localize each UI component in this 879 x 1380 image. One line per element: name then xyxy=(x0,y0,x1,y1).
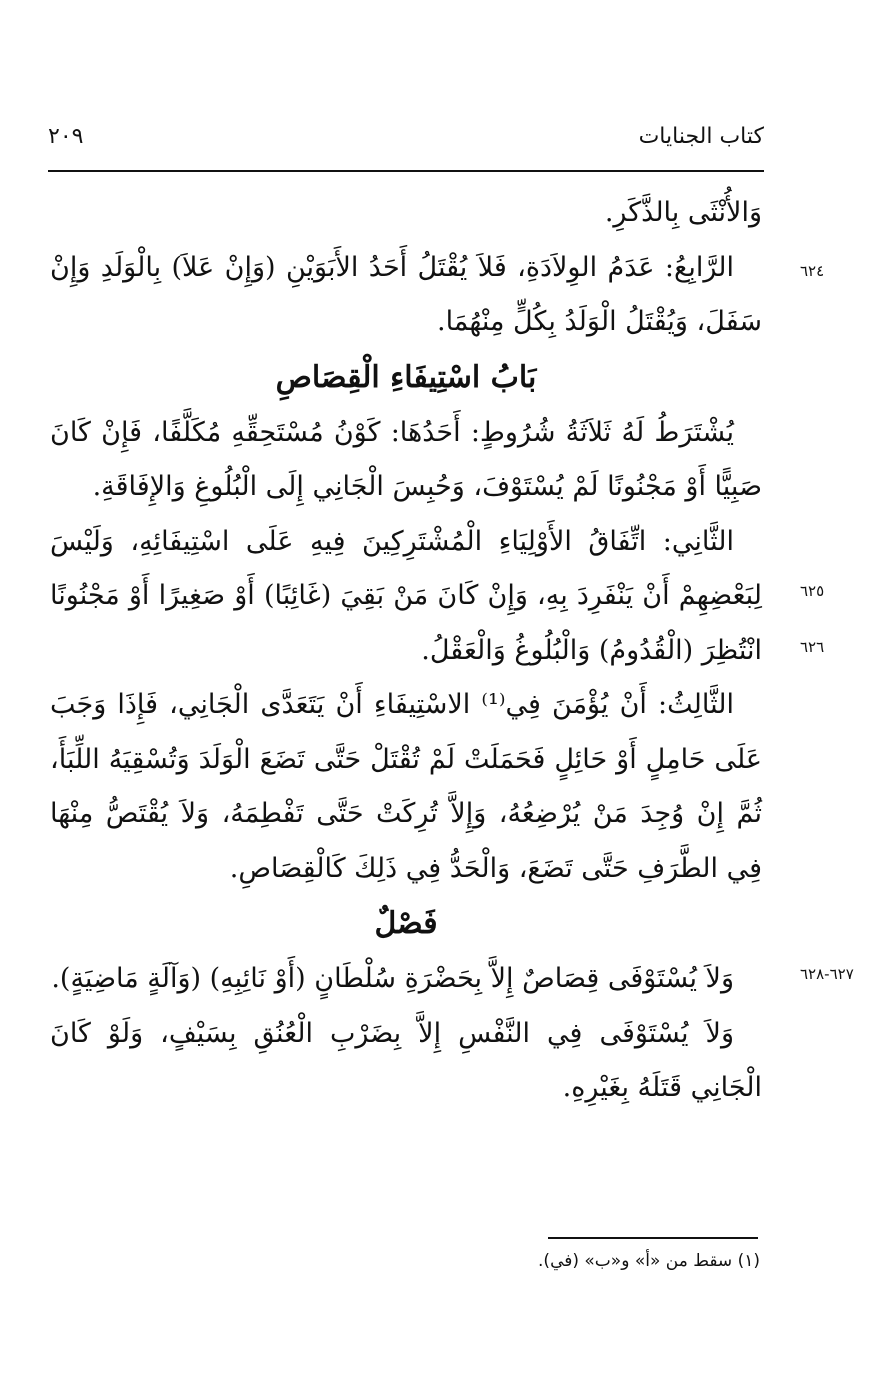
paragraph-7: وَلاَ يُسْتَوْفَى فِي النَّفْسِ إِلاَّ بِضَرْبِ الْعُنُقِ بِسَيْفٍ، وَلَوْ كَانَ الْجَانِي قَتَلَهُ بِغَيْرِهِ. xyxy=(50,1017,762,1103)
main-text xyxy=(50,186,762,1116)
margin-number-625: ٦٢٥ xyxy=(800,582,825,600)
paragraph-3: يُشْتَرَطُ لَهُ ثَلاَثَةُ شُرُوطٍ: أَحَدُهَا: كَوْنُ مُسْتَحِقِّهِ مُكَلَّفًا، فَإِنْ كَانَ صَبِيًّا أَوْ مَجْنُونًا لَمْ يُسْتَوْفَ، وَحُبِسَ الْجَانِي إِلَى الْبُلُوغِ وَالإِفَاقَةِ. xyxy=(50,416,762,502)
running-title: كتاب الجنايات xyxy=(638,124,764,149)
chapter-heading: بَابُ اسْتِيفَاءِ الْقِصَاصِ xyxy=(275,359,537,395)
paragraph-6: وَلاَ يُسْتَوْفَى قِصَاصٌ إِلاَّ بِحَضْرَةِ سُلْطَانٍ (أَوْ نَائِبِهِ) (وَآلَةٍ مَاضِيَةٍ). xyxy=(51,963,734,994)
margin-number-626: ٦٢٦ xyxy=(800,638,825,656)
footnote-rule xyxy=(548,1237,758,1239)
margin-number-624: ٦٢٤ xyxy=(800,262,825,280)
header-rule xyxy=(48,170,764,172)
margin-number-627-628: ٦٢٧-٦٢٨ xyxy=(800,965,854,983)
footnote: (١) سقط من «أ» و«ب» (في). xyxy=(538,1251,760,1271)
page-number: ٢٠٩ xyxy=(48,124,84,149)
paragraph-1: وَالأُنْثَى بِالذَّكَرِ. xyxy=(604,197,762,228)
paragraph-4: الثَّانِي: اتِّفَاقُ الأَوْلِيَاءِ الْمُشْتَرِكِينَ فِيهِ عَلَى اسْتِيفَائِهِ، وَلَيْسَ لِبَعْضِهِمْ أَنْ يَنْفَرِدَ بِهِ، وَإِنْ كَانَ مَنْ بَقِيَ (غَائِبًا) أَوْ صَغِيرًا أَوْ مَجْنُونًا انْتُظِرَ (الْقُدُومُ) وَالْبُلُوغُ وَالْعَقْلُ. xyxy=(50,525,762,666)
paragraph-2: الرَّابِعُ: عَدَمُ الوِلاَدَةِ، فَلاَ يُقْتَلُ أَحَدُ الأَبَوَيْنِ (وَإِنْ عَلاَ) بِالْوَلَدِ وَإِنْ سَفَلَ، وَيُقْتَلُ الْوَلَدُ بِكُلٍّ مِنْهُمَا. xyxy=(50,251,762,337)
section-heading: فَصْلٌ xyxy=(374,906,438,941)
running-head xyxy=(48,118,764,162)
paragraph-5: الثَّالِثُ: أَنْ يُؤْمَنَ فِي⁽¹⁾ الاسْتِيفَاءِ أَنْ يَتَعَدَّى الْجَانِي، فَإِذَا وَجَبَ عَلَى حَامِلٍ أَوْ حَائِلٍ فَحَمَلَتْ لَمْ تُقْتَلْ حَتَّى تَضَعَ الْوَلَدَ وَتُسْقِيَهُ اللِّبَأَ، ثُمَّ إِنْ وُجِدَ مَنْ يُرْضِعُهُ، وَإِلاَّ تُرِكَتْ حَتَّى تَفْطِمَهُ، وَلاَ يُقْتَصُّ مِنْهَا فِي الطَّرَفِ حَتَّى تَضَعَ، وَالْحَدُّ فِي ذَلِكَ كَالْقِصَاصِ. xyxy=(50,689,762,884)
